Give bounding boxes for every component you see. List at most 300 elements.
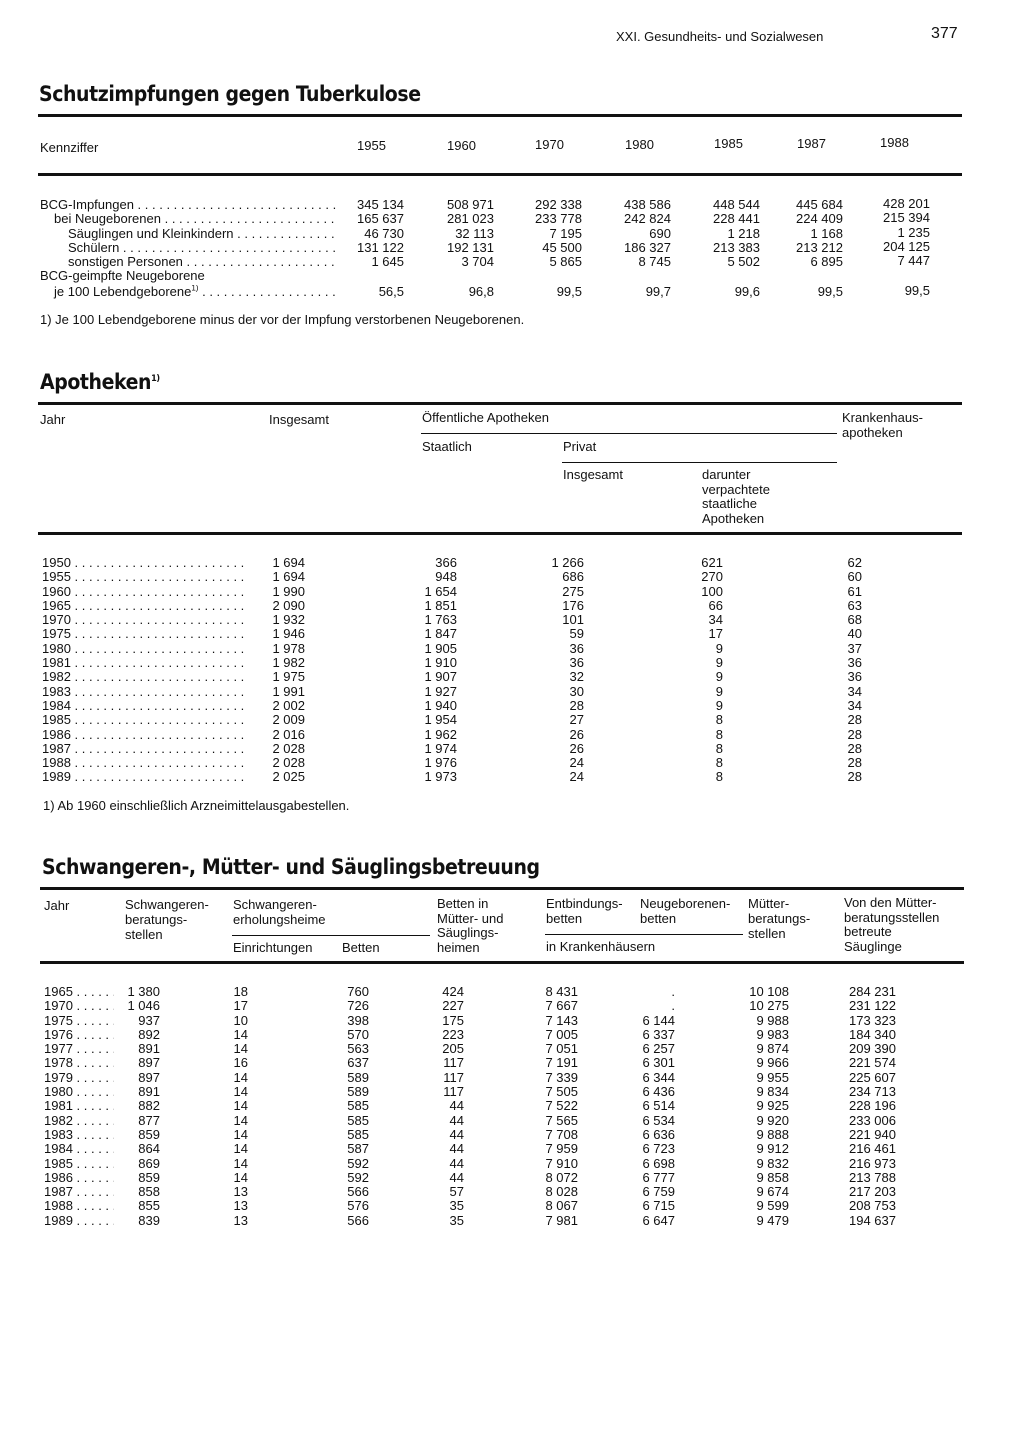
sm-cell: 585 [347,1098,369,1114]
sm-cell: 8 067 [545,1198,578,1214]
sm-cell: 16 [233,1055,248,1071]
sm-cell: 8 028 [545,1184,578,1200]
sm-cell: 6 436 [642,1084,675,1100]
sm-cell: 9 912 [756,1141,789,1157]
sm-cell: 10 108 [749,984,789,999]
sm-cell: 9 479 [756,1212,789,1228]
tb-col-1970: 292 338 233 778 7 195 45 500 5 865 99,5 [535,197,582,299]
sm-cell: 9 983 [756,1026,789,1042]
ap-year-label: 1987 . . . [42,742,248,756]
sm-cell: 7 005 [545,1026,578,1042]
ap-cell: 68 [847,612,862,628]
ap-cell: 2 009 [272,712,305,728]
sm-cell: 7 565 [545,1112,578,1128]
ap-head-privat: Privat [563,439,597,454]
ap-cell: 366 [435,555,457,570]
ap-cell: 2 025 [272,769,305,785]
sm-cell: 173 323 [849,1012,896,1028]
ap-cell: 60 [847,569,862,585]
tb-footnote: 1) Je 100 Lebendgeborene minus der vor der Impfung verstorbenen Neugeborenen. [40,312,525,327]
sm-col-neugeborenen [625,985,675,1228]
ap-cell: 8 [715,769,723,785]
sm-cell: 9 834 [756,1084,789,1100]
ap-cell: 1 907 [424,669,457,685]
sm-cell: 57 [449,1184,464,1200]
sm-cell: 1 046 [127,998,160,1014]
sm-col-betten-heime [430,985,464,1228]
section-title-schwangeren: Schwangeren-, Mütter- und Säuglingsbetreuung [42,855,540,879]
sm-cell: 897 [138,1055,160,1071]
sm-cell: 566 [347,1184,369,1200]
sm-cell: 223 [442,1026,464,1042]
ap-cell: 101 [562,612,584,628]
ap-cell: 36 [569,655,584,671]
sm-cell: 398 [347,1012,369,1028]
ap-year-label: 1960 . . . [42,585,248,599]
ap-cell: 24 [569,755,584,771]
sm-cell: 227 [442,998,464,1014]
tb-row-label: bei Neugeborenen . . . [40,212,336,226]
sm-cell: 587 [347,1141,369,1157]
sm-cell: 6 257 [642,1041,675,1057]
sm-head-neugeborenen: Neugeborenen- betten [640,896,731,926]
tb-stub-column [40,198,336,299]
ap-cell: 1 990 [272,583,305,599]
sm-col-muetter [730,985,789,1228]
sm-cell: 234 713 [849,1084,896,1100]
sm-cell: 213 788 [849,1169,896,1185]
sm-cell: 216 461 [849,1141,896,1157]
sm-cell: 839 [138,1212,160,1228]
tb-year-head: 1988 [880,135,909,150]
tb-col-1987: 445 684 224 409 1 168 213 212 6 895 99,5 [796,197,843,299]
sm-cell: 205 [442,1041,464,1057]
sm-cell: 6 344 [642,1069,675,1085]
sm-cell: 9 858 [756,1169,789,1185]
sm-cell: 637 [347,1055,369,1071]
tb-row-label: BCG-Impfungen . . . [40,198,336,212]
ap-col-verpachtet [680,556,723,785]
ap-cell: 32 [569,669,584,685]
sm-cell: 7 143 [545,1012,578,1028]
sm-cell: 216 973 [849,1155,896,1171]
sm-cell: 859 [138,1169,160,1185]
tb-row-label: Säuglingen und Kleinkindern . . . [40,227,336,241]
sm-cell: 869 [138,1155,160,1171]
sm-cell: 14 [233,1112,248,1128]
ap-cell: 100 [701,583,723,599]
tb-col-1955: 345 134 165 637 46 730 131 122 1 645 56,5 [357,197,404,299]
ap-head-staatlich: Staatlich [422,439,472,454]
rule-sub [545,934,743,935]
ap-cell: 2 028 [272,755,305,771]
sm-cell: 570 [347,1026,369,1042]
sm-year-label: 1965 . . . [44,985,114,999]
sm-cell: 44 [449,1155,464,1171]
ap-cell: 28 [569,697,584,713]
sm-cell: 14 [233,1084,248,1100]
sm-cell: 117 [443,1055,464,1071]
sm-cell: 6 144 [642,1012,675,1028]
ap-cell: 36 [569,640,584,656]
ap-head-privat-insgesamt: Insgesamt [563,467,623,482]
ap-col-insgesamt [250,556,305,785]
ap-cell: 9 [715,640,723,656]
sm-year-label: 1988 . . . [44,1199,114,1213]
sm-cell: 6 337 [642,1026,675,1042]
ap-cell: 1 946 [272,626,305,642]
sm-cell: 10 [233,1012,248,1028]
sm-cell: 892 [138,1026,160,1042]
sm-year-label: 1989 . . . [44,1214,114,1228]
sm-cell: 6 514 [642,1098,675,1114]
ap-cell: 8 [715,712,723,728]
ap-head-insgesamt: Insgesamt [269,412,329,427]
ap-cell: 34 [847,697,862,713]
sm-cell: 44 [449,1098,464,1114]
sm-head-betreute: Von den Mütter- beratungsstellen betreute Säuglinge [844,895,940,954]
ap-cell: 1 973 [424,769,457,785]
ap-cell: 1 975 [272,669,305,685]
sm-cell: 897 [138,1069,160,1085]
ap-col-privat [530,556,584,785]
sm-cell: 585 [347,1112,369,1128]
sm-cell: 7 191 [545,1055,578,1071]
ap-cell: 1 847 [424,626,457,642]
sm-cell: 10 275 [749,998,789,1014]
tb-col-1960: 508 971 281 023 32 113 192 131 3 704 96,8 [447,197,494,299]
ap-cell: 26 [569,740,584,756]
tb-stub-head: Kennziffer [40,140,99,155]
ap-year-label: 1950 . . . [42,556,248,570]
sm-cell: 217 203 [849,1184,896,1200]
sm-cell: . [671,984,675,999]
ap-year-label: 1982 . . . [42,670,248,684]
sm-cell: 6 698 [642,1155,675,1171]
sm-cell: 864 [138,1141,160,1157]
tb-year-head: 1970 [535,137,564,152]
sm-cell: 194 637 [849,1212,896,1228]
sm-head-muetter: Mütter- beratungs- stellen [748,896,811,941]
sm-cell: 44 [449,1169,464,1185]
ap-cell: 28 [847,769,862,785]
ap-cell: 2 028 [272,740,305,756]
ap-cell: 270 [701,569,723,585]
sm-cell: 6 301 [642,1055,675,1071]
sm-year-label: 1986 . . . [44,1171,114,1185]
ap-cell: 27 [569,712,584,728]
ap-cell: 1 694 [272,555,305,570]
ap-cell: 36 [847,669,862,685]
rule-sub [421,433,837,434]
sm-cell: 175 [442,1012,464,1028]
sm-cell: 14 [233,1126,248,1142]
sm-cell: . [671,998,675,1014]
sm-cell: 44 [449,1112,464,1128]
sm-head-betten-heime: Betten in Mütter- und Säuglings- heimen [437,896,504,955]
ap-cell: 28 [847,726,862,742]
sm-cell: 221 940 [849,1126,896,1142]
sm-year-label: 1985 . . . [44,1157,114,1171]
sm-cell: 14 [233,1026,248,1042]
sm-cell: 877 [138,1112,160,1128]
tb-year-head: 1987 [797,136,826,151]
ap-cell: 1 962 [424,726,457,742]
sm-cell: 6 534 [642,1112,675,1128]
sm-cell: 589 [347,1069,369,1085]
sm-cell: 13 [233,1198,248,1214]
sm-cell: 9 925 [756,1098,789,1114]
sm-cell: 576 [347,1198,369,1214]
sm-cell: 225 607 [849,1069,896,1085]
ap-year-label: 1970 . . . [42,613,248,627]
sm-cell: 566 [347,1212,369,1228]
sm-cell: 585 [347,1126,369,1142]
sm-col-betten [330,985,369,1228]
ap-cell: 28 [847,712,862,728]
ap-cell: 61 [847,583,862,599]
sm-cell: 1 380 [127,984,160,999]
ap-year-label: 1986 . . . [42,728,248,742]
ap-head-krankenhaus: Krankenhaus- apotheken [842,410,923,440]
tb-col-1988: 428 201 215 394 1 235 204 125 7 447 99,5 [883,196,930,298]
tb-year-head: 1980 [625,137,654,152]
section-title-tuberkulose: Schutzimpfungen gegen Tuberkulose [39,82,421,106]
tb-col-1985: 448 544 228 441 1 218 213 383 5 502 99,6 [713,197,760,299]
sm-cell: 284 231 [849,984,896,999]
rule-sub [562,462,837,463]
sm-cell: 35 [449,1212,464,1228]
sm-cell: 592 [347,1169,369,1185]
ap-cell: 948 [435,569,457,585]
tb-row-label: je 100 Lebendgeborene$^{1)}$ . . . [40,285,336,299]
sm-cell: 6 777 [642,1169,675,1185]
sm-year-label: 1975 . . . [44,1014,114,1028]
sm-head-jahr: Jahr [44,898,70,913]
sm-col-beratung [100,985,160,1228]
sm-year-label: 1978 . . . [44,1056,114,1070]
ap-cell: 1 266 [551,555,584,570]
sm-cell: 891 [138,1084,160,1100]
ap-cell: 1 976 [424,755,457,771]
sm-cell: 231 122 [849,998,896,1014]
ap-cell: 1 978 [272,640,305,656]
ap-cell: 1 982 [272,655,305,671]
ap-cell: 62 [847,555,862,570]
sm-cell: 7 959 [545,1141,578,1157]
sm-head-einrichtungen: Einrichtungen [233,940,313,955]
sm-cell: 17 [233,998,248,1014]
ap-cell: 34 [708,612,723,628]
sm-cell: 7 339 [545,1069,578,1085]
sm-head-betten: Betten [342,940,380,955]
ap-cell: 8 [715,740,723,756]
ap-cell: 1 932 [272,612,305,628]
ap-year-label: 1983 . . . [42,685,248,699]
sm-cell: 7 708 [545,1126,578,1142]
ap-year-label: 1980 . . . [42,642,248,656]
sm-cell: 7 667 [545,998,578,1014]
tb-row-label: sonstigen Personen . . . [40,255,336,269]
sm-cell: 9 920 [756,1112,789,1128]
sm-cell: 589 [347,1084,369,1100]
sm-cell: 13 [233,1184,248,1200]
sm-cell: 9 966 [756,1055,789,1071]
sm-year-label: 1979 . . . [44,1071,114,1085]
ap-cell: 26 [569,726,584,742]
ap-footnote: 1) Ab 1960 einschließlich Arzneimittelausgabestellen. [43,798,350,813]
sm-head-in-krankenhaeusern: in Krankenhäusern [546,939,656,954]
sm-cell: 726 [347,998,369,1014]
sm-head-entbindung: Entbindungs- betten [546,896,623,926]
ap-cell: 1 974 [424,740,457,756]
rule-head [40,961,964,964]
sm-cell: 14 [233,1169,248,1185]
sm-col-entbindung [530,985,578,1228]
ap-year-label: 1975 . . . [42,627,248,641]
sm-cell: 14 [233,1041,248,1057]
sm-cell: 35 [449,1198,464,1214]
sm-year-label: 1982 . . . [44,1114,114,1128]
sm-cell: 221 574 [849,1055,896,1071]
sm-cell: 14 [233,1069,248,1085]
rule-sub [232,935,430,936]
sm-cell: 6 759 [642,1184,675,1200]
sm-cell: 44 [449,1126,464,1142]
sm-cell: 855 [138,1198,160,1214]
sm-cell: 184 340 [849,1026,896,1042]
page-number: 377 [931,25,958,42]
ap-cell: 2 090 [272,597,305,613]
sm-year-label: 1980 . . . [44,1085,114,1099]
sm-cell: 14 [233,1098,248,1114]
ap-cell: 621 [701,555,723,570]
ap-head-darunter: darunter verpachtete staatliche Apotheken [702,467,770,526]
ap-cell: 1 763 [424,612,457,628]
sm-cell: 9 832 [756,1155,789,1171]
sm-cell: 9 888 [756,1126,789,1142]
tb-year-head: 1985 [714,136,743,151]
sm-cell: 891 [138,1041,160,1057]
ap-cell: 1 694 [272,569,305,585]
ap-cell: 9 [715,655,723,671]
ap-cell: 9 [715,683,723,699]
sm-year-label: 1981 . . . [44,1099,114,1113]
sm-cell: 9 674 [756,1184,789,1200]
ap-cell: 1 927 [424,683,457,699]
sm-col-einrichtungen [220,985,248,1228]
tb-col-1980: 438 586 242 824 690 186 327 8 745 99,7 [624,197,671,299]
sm-head-erholung: Schwangeren- erholungsheime [233,897,326,927]
sm-cell: 6 636 [642,1126,675,1142]
ap-cell: 9 [715,669,723,685]
ap-year-label: 1988 . . . [42,756,248,770]
sm-cell: 424 [442,984,464,999]
ap-cell: 1 654 [424,583,457,599]
sm-cell: 563 [347,1041,369,1057]
ap-year-column [42,556,248,785]
ap-col-staatlich [400,556,457,785]
sm-cell: 233 006 [849,1112,896,1128]
sm-year-label: 1987 . . . [44,1185,114,1199]
sm-cell: 760 [347,984,369,999]
ap-cell: 176 [562,597,584,613]
sm-cell: 6 715 [642,1198,675,1214]
ap-year-label: 1981 . . . [42,656,248,670]
sm-cell: 7 505 [545,1084,578,1100]
ap-cell: 30 [569,683,584,699]
sm-year-label: 1976 . . . [44,1028,114,1042]
rule-head [38,532,962,535]
sm-cell: 8 431 [545,984,578,999]
sm-cell: 228 196 [849,1098,896,1114]
section-title-apotheken: Apotheken$^{1)}$ [40,370,160,394]
ap-year-label: 1984 . . . [42,699,248,713]
sm-year-label: 1983 . . . [44,1128,114,1142]
tb-row-label: BCG-geimpfte Neugeborene [40,269,205,284]
sm-cell: 18 [233,984,248,999]
rule-top [38,402,962,405]
sm-cell: 7 910 [545,1155,578,1171]
ap-cell: 1 910 [424,655,457,671]
ap-head-jahr: Jahr [40,412,66,427]
ap-year-label: 1955 . . . [42,570,248,584]
sm-cell: 6 723 [642,1141,675,1157]
rule-top [40,887,964,890]
sm-col-saeuglinge [830,985,896,1228]
running-header: XXI. Gesundheits- und Sozialwesen [616,29,824,44]
sm-cell: 13 [233,1212,248,1228]
ap-year-label: 1989 . . . [42,770,248,784]
ap-cell: 17 [708,626,723,642]
sm-cell: 209 390 [849,1041,896,1057]
ap-col-krankenhaus [820,556,862,785]
ap-year-label: 1985 . . . [42,713,248,727]
sm-cell: 117 [443,1084,464,1100]
sm-cell: 9 988 [756,1012,789,1028]
sm-cell: 6 647 [642,1212,675,1228]
ap-cell: 1 940 [424,697,457,713]
ap-cell: 1 954 [424,712,457,728]
ap-cell: 63 [847,597,862,613]
ap-cell: 686 [562,569,584,585]
sm-cell: 8 072 [545,1169,578,1185]
ap-cell: 1 905 [424,640,457,656]
ap-cell: 2 016 [272,726,305,742]
ap-cell: 36 [847,655,862,671]
rule-top [38,114,962,117]
sm-cell: 7 981 [545,1212,578,1228]
tb-year-head: 1955 [357,138,386,153]
ap-cell: 8 [715,726,723,742]
sm-year-label: 1977 . . . [44,1042,114,1056]
ap-cell: 34 [847,683,862,699]
sm-cell: 44 [449,1141,464,1157]
ap-cell: 2 002 [272,697,305,713]
sm-cell: 9 874 [756,1041,789,1057]
sm-cell: 859 [138,1126,160,1142]
ap-cell: 8 [715,755,723,771]
sm-cell: 7 522 [545,1098,578,1114]
ap-cell: 1 851 [424,597,457,613]
ap-cell: 37 [847,640,862,656]
ap-cell: 9 [715,697,723,713]
sm-cell: 858 [138,1184,160,1200]
ap-cell: 66 [708,597,723,613]
sm-head-beratung: Schwangeren- beratungs- stellen [125,897,209,942]
sm-cell: 14 [233,1141,248,1157]
sm-cell: 592 [347,1155,369,1171]
